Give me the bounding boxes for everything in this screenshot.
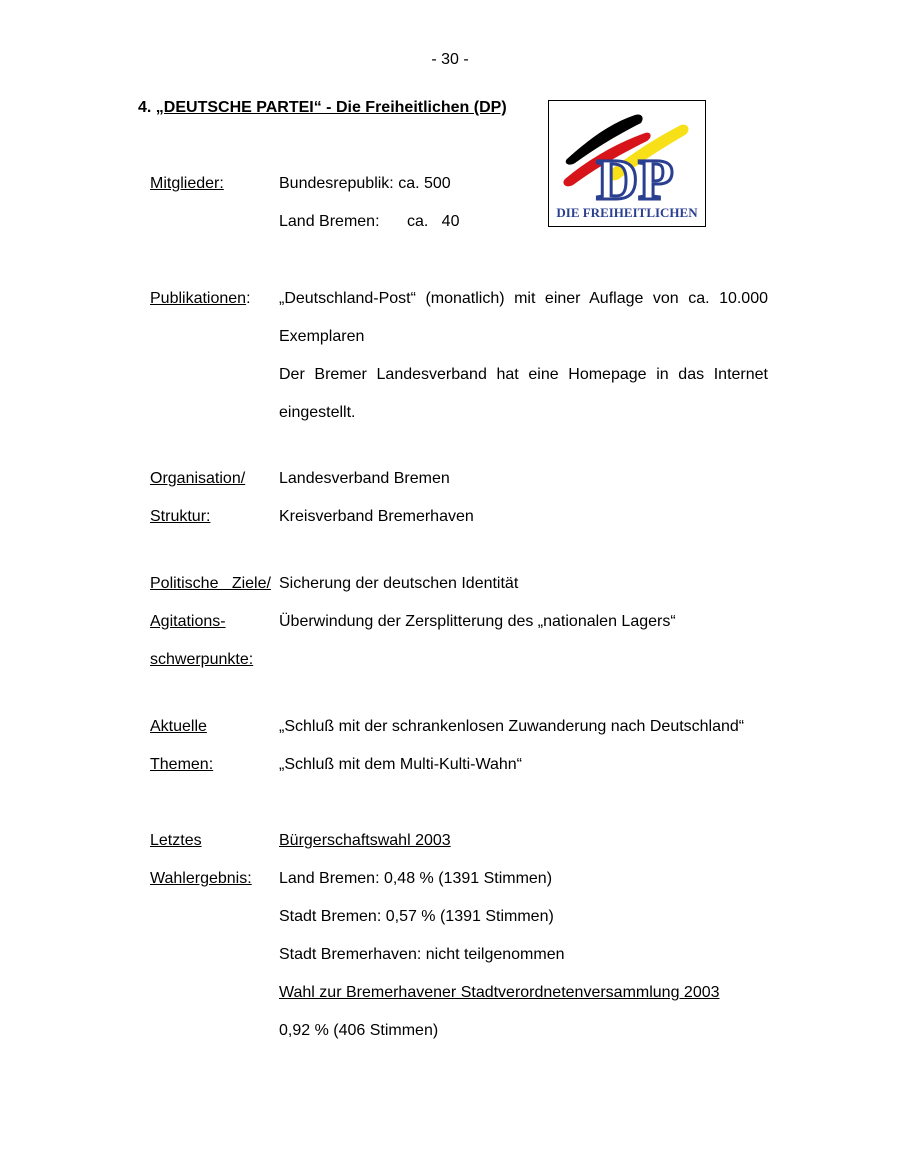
election-heading-1: Bürgerschaftswahl 2003	[279, 832, 451, 849]
logo-letters: DP	[596, 147, 674, 212]
publications-line-2: Exemplaren	[279, 328, 365, 345]
publications-line-4: eingestellt.	[279, 404, 356, 421]
heading-title: „DEUTSCHE PARTEI“ - Die Freiheitlichen (DP)	[155, 99, 507, 116]
election-label-1: Letztes	[150, 832, 202, 849]
election-result-4: 0,92 % (406 Stimmen)	[279, 1022, 439, 1039]
election-heading-2: Wahl zur Bremerhavener Stadtverordnetenversammlung 2003	[279, 984, 720, 1001]
heading-prefix: 4.	[138, 99, 156, 116]
goals-label-2: Agitations-	[150, 613, 226, 630]
organisation-value-1: Landesverband Bremen	[279, 470, 450, 487]
publications-label-colon: :	[246, 290, 251, 307]
election-label-2: Wahlergebnis:	[150, 870, 252, 887]
organisation-value-2: Kreisverband Bremerhaven	[279, 508, 474, 525]
topics-label-2: Themen:	[150, 756, 214, 773]
publications-label	[150, 289, 251, 309]
publications-line-1: „Deutschland-Post“ (monatlich) mit einer Auflage von ca. 10.000	[279, 290, 768, 307]
goals-value-2: Überwindung der Zersplitterung des „nationalen Lagers“	[279, 613, 676, 630]
publications-label-text: Publikationen	[150, 290, 247, 307]
topics-label-1: Aktuelle	[150, 718, 207, 735]
topics-value-2: „Schluß mit dem Multi-Kulti-Wahn“	[279, 756, 523, 773]
topics-value-1: „Schluß mit der schrankenlosen Zuwanderung nach Deutschland“	[279, 718, 745, 735]
organisation-label-1: Organisation/	[150, 470, 246, 487]
party-logo	[548, 100, 706, 227]
election-result-1: Land Bremen: 0,48 % (1391 Stimmen)	[279, 870, 553, 887]
members-state-value: ca. 40	[407, 213, 460, 230]
publications-line-3: Der Bremer Landesverband hat eine Homepage in das Internet	[279, 366, 768, 383]
members-label: Mitglieder:	[150, 175, 224, 192]
election-result-2: Stadt Bremen: 0,57 % (1391 Stimmen)	[279, 908, 554, 925]
section-heading	[138, 98, 507, 118]
logo-caption: DIE FREIHEITLICHEN	[556, 205, 698, 220]
goals-label-1: Politische Ziele/	[150, 575, 271, 592]
page-number: - 30 -	[431, 51, 469, 68]
election-result-3: Stadt Bremerhaven: nicht teilgenommen	[279, 946, 565, 963]
members-federal: Bundesrepublik: ca. 500	[279, 175, 451, 192]
members-state-name: Land Bremen:	[279, 213, 380, 230]
organisation-label-2: Struktur:	[150, 508, 211, 525]
goals-label-3: schwerpunkte:	[150, 651, 254, 668]
goals-value-1: Sicherung der deutschen Identität	[279, 575, 519, 592]
